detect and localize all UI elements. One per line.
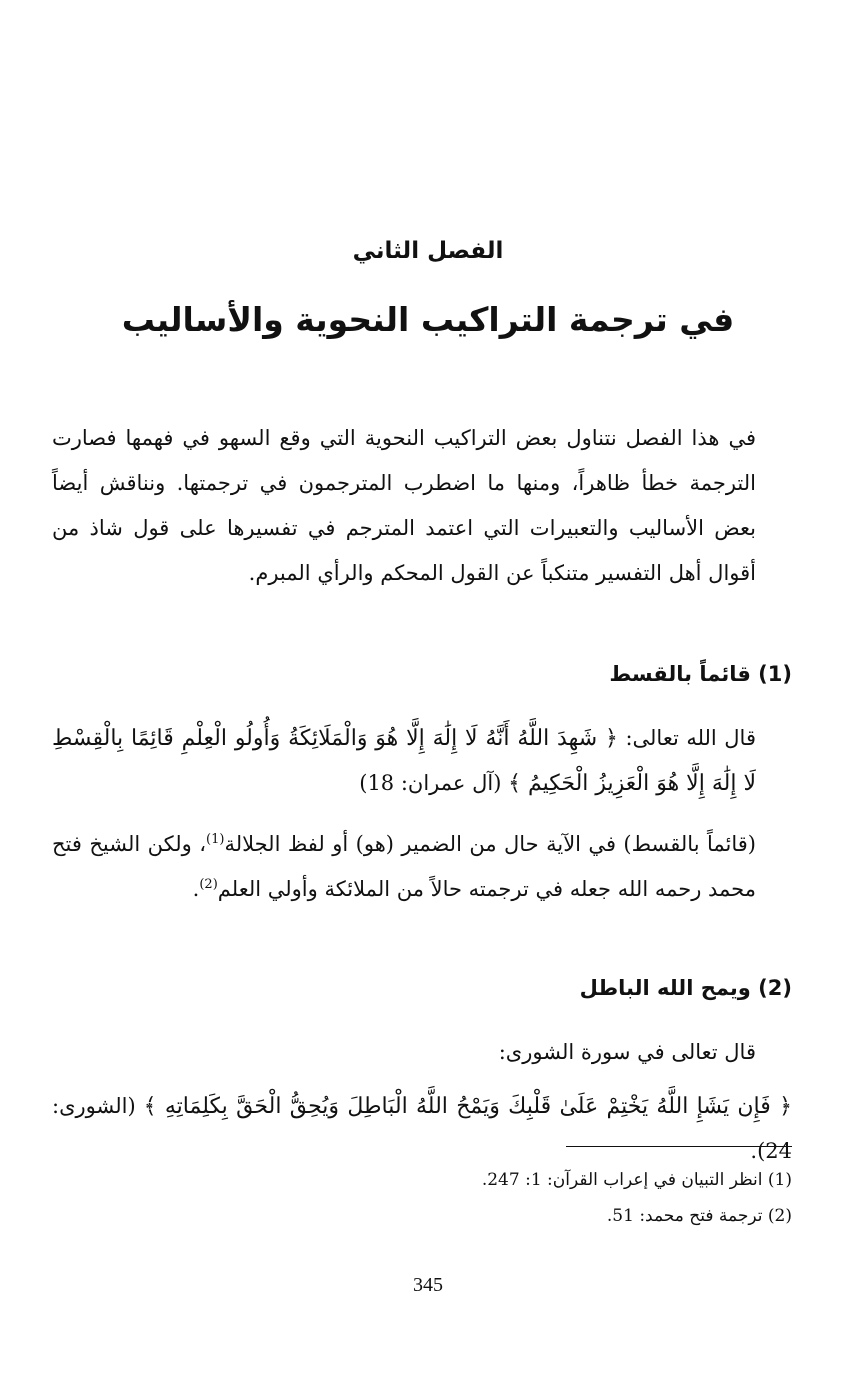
- chapter-title: في ترجمة التراكيب النحوية والأساليب: [121, 300, 735, 339]
- section-1-body-part3: .: [192, 877, 200, 901]
- footnote-mark-2: (2): [199, 877, 218, 892]
- section-1-heading: (1) قائماً بالقسط: [609, 662, 792, 686]
- section-2-heading: (2) ويمح الله الباطل: [579, 976, 792, 1000]
- footnote-1-mark: (1): [767, 1170, 792, 1190]
- section-2-verse: [52, 1084, 792, 1174]
- section-2-quran-text: ﴿ فَإِن يَشَإِ اللَّهُ يَخْتِمْ عَلَىٰ قَلْبِكَ وَيَمْحُ اللَّهُ الْبَاطِلَ وَيُحِقُّ الْحَقَّ بِكَلِمَاتِهِ ﴾: [143, 1094, 792, 1119]
- section-1-verse-intro: قال الله تعالى:: [617, 726, 756, 750]
- footnote-divider: [566, 1146, 792, 1147]
- page-number: 345: [413, 1274, 443, 1296]
- footnote-2-mark: (2): [767, 1206, 792, 1226]
- section-1-quran-text: ﴿ شَهِدَ اللَّهُ أَنَّهُ لَا إِلَٰهَ إِلَّا هُوَ وَالْمَلَائِكَةُ وَأُولُو الْعِلْمِ قَائِمًا بِالْقِسْطِ لَا إِلَٰهَ إِلَّا هُوَ الْعَزِيزُ الْحَكِيمُ ﴾: [52, 726, 756, 796]
- chapter-label: الفصل الثاني: [352, 238, 504, 264]
- section-2-verse-intro: قال تعالى في سورة الشورى:: [498, 1040, 756, 1064]
- footnote-1: [52, 1162, 792, 1198]
- intro-paragraph: في هذا الفصل نتناول بعض التراكيب النحوية التي وقع السهو في فهمها فصارت الترجمة خطأ ظاهراً، ومنها ما اضطرب المترجمون في ترجمتها. ونناقش أيضاً بعض الأساليب والتعبيرات التي اعتمد المترجم في تفسيرها على قول شاذ من أقوال أهل التفسير متنكباً عن القول المحكم والرأي المبرم.: [52, 426, 756, 585]
- section-1-body-part1: (قائماً بالقسط) في الآية حال من الضمير (هو) أو لفظ الجلالة: [224, 832, 756, 856]
- section-1-verse: [52, 716, 792, 806]
- section-1-body-part2: ، ولكن الشيخ فتح محمد رحمه الله جعله في ترجمته حالاً من الملائكة وأولي العلم: [52, 832, 756, 901]
- section-1-body: [52, 822, 792, 912]
- footnote-2-text: ترجمة فتح محمد: 51.: [606, 1206, 763, 1226]
- section-1-verse-ref: (آل عمران: 18): [359, 771, 509, 795]
- footnotes: [52, 1162, 792, 1234]
- footnote-mark-1: (1): [206, 832, 225, 847]
- footnote-1-text: انظر التبيان في إعراب القرآن: 1: 247.: [481, 1170, 763, 1190]
- footnote-2: [52, 1198, 792, 1234]
- section-2-verse-ref: (الشورى: 24).: [52, 1094, 792, 1163]
